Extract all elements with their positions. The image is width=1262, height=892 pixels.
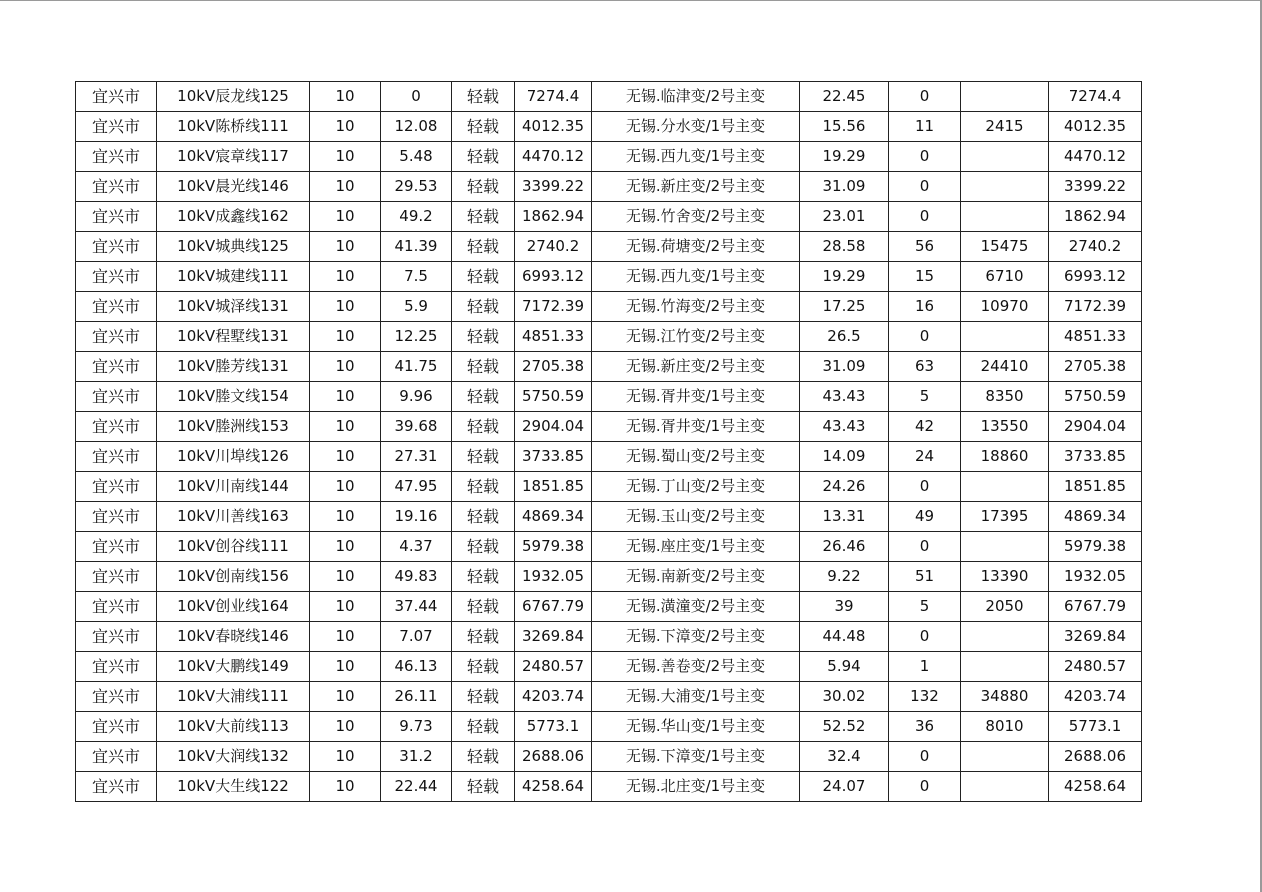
cell-load-class: 轻载 — [452, 532, 515, 562]
cell-total: 6993.12 — [1049, 262, 1142, 292]
cell-feeder-line: 10kV城建线111 — [157, 262, 310, 292]
cell-substation: 无锡.华山变/1号主变 — [592, 712, 800, 742]
cell-capacity: 1862.94 — [515, 202, 592, 232]
cell-length: 41.75 — [381, 352, 452, 382]
cell-load-class: 轻载 — [452, 562, 515, 592]
cell-length: 41.39 — [381, 232, 452, 262]
cell-substation: 无锡.南新变/2号主变 — [592, 562, 800, 592]
cell-total: 1851.85 — [1049, 472, 1142, 502]
cell-amount: 10970 — [961, 292, 1049, 322]
cell-load-class: 轻载 — [452, 82, 515, 112]
cell-capacity: 3733.85 — [515, 442, 592, 472]
cell-total: 7274.4 — [1049, 82, 1142, 112]
cell-length: 46.13 — [381, 652, 452, 682]
cell-load-class: 轻载 — [452, 292, 515, 322]
cell-total: 3269.84 — [1049, 622, 1142, 652]
cell-voltage: 10 — [310, 412, 381, 442]
cell-rate: 9.22 — [800, 562, 889, 592]
cell-load-class: 轻载 — [452, 622, 515, 652]
cell-substation: 无锡.北庄变/1号主变 — [592, 772, 800, 802]
cell-amount: 17395 — [961, 502, 1049, 532]
cell-amount: 24410 — [961, 352, 1049, 382]
cell-amount — [961, 142, 1049, 172]
cell-rate: 19.29 — [800, 262, 889, 292]
cell-load-class: 轻载 — [452, 172, 515, 202]
table-body — [76, 82, 1142, 802]
cell-feeder-line: 10kV大前线113 — [157, 712, 310, 742]
cell-amount — [961, 172, 1049, 202]
cell-length: 22.44 — [381, 772, 452, 802]
cell-voltage: 10 — [310, 142, 381, 172]
cell-voltage: 10 — [310, 442, 381, 472]
cell-load-class: 轻载 — [452, 412, 515, 442]
cell-city: 宜兴市 — [76, 442, 157, 472]
cell-capacity: 4012.35 — [515, 112, 592, 142]
cell-amount — [961, 322, 1049, 352]
cell-feeder-line: 10kV创业线164 — [157, 592, 310, 622]
cell-feeder-line: 10kV塍芳线131 — [157, 352, 310, 382]
cell-amount — [961, 742, 1049, 772]
cell-length: 49.83 — [381, 562, 452, 592]
cell-capacity: 1851.85 — [515, 472, 592, 502]
cell-count: 56 — [889, 232, 961, 262]
cell-substation: 无锡.竹海变/2号主变 — [592, 292, 800, 322]
cell-voltage: 10 — [310, 82, 381, 112]
cell-amount: 8350 — [961, 382, 1049, 412]
cell-capacity: 6993.12 — [515, 262, 592, 292]
cell-amount — [961, 532, 1049, 562]
cell-city: 宜兴市 — [76, 382, 157, 412]
cell-feeder-line: 10kV塍文线154 — [157, 382, 310, 412]
cell-feeder-line: 10kV城泽线131 — [157, 292, 310, 322]
cell-capacity: 7172.39 — [515, 292, 592, 322]
page-border-top — [0, 0, 1262, 1]
cell-length: 19.16 — [381, 502, 452, 532]
cell-length: 0 — [381, 82, 452, 112]
cell-length: 5.48 — [381, 142, 452, 172]
cell-feeder-line: 10kV大润线132 — [157, 742, 310, 772]
cell-total: 2688.06 — [1049, 742, 1142, 772]
table-row — [76, 382, 1142, 412]
cell-city: 宜兴市 — [76, 82, 157, 112]
cell-count: 0 — [889, 622, 961, 652]
cell-capacity: 5750.59 — [515, 382, 592, 412]
cell-voltage: 10 — [310, 112, 381, 142]
cell-capacity: 3269.84 — [515, 622, 592, 652]
cell-load-class: 轻载 — [452, 382, 515, 412]
cell-rate: 31.09 — [800, 352, 889, 382]
cell-substation: 无锡.丁山变/2号主变 — [592, 472, 800, 502]
cell-feeder-line: 10kV创谷线111 — [157, 532, 310, 562]
cell-city: 宜兴市 — [76, 322, 157, 352]
cell-amount: 13550 — [961, 412, 1049, 442]
cell-city: 宜兴市 — [76, 352, 157, 382]
cell-total: 1862.94 — [1049, 202, 1142, 232]
cell-feeder-line: 10kV大生线122 — [157, 772, 310, 802]
cell-substation: 无锡.玉山变/2号主变 — [592, 502, 800, 532]
cell-count: 0 — [889, 322, 961, 352]
cell-length: 39.68 — [381, 412, 452, 442]
cell-length: 49.2 — [381, 202, 452, 232]
cell-voltage: 10 — [310, 622, 381, 652]
cell-rate: 30.02 — [800, 682, 889, 712]
cell-capacity: 4258.64 — [515, 772, 592, 802]
cell-voltage: 10 — [310, 262, 381, 292]
cell-voltage: 10 — [310, 322, 381, 352]
cell-load-class: 轻载 — [452, 742, 515, 772]
cell-substation: 无锡.西九变/1号主变 — [592, 262, 800, 292]
table-row — [76, 562, 1142, 592]
table-row — [76, 82, 1142, 112]
cell-feeder-line: 10kV创南线156 — [157, 562, 310, 592]
cell-city: 宜兴市 — [76, 262, 157, 292]
table-row — [76, 142, 1142, 172]
table-row — [76, 232, 1142, 262]
cell-feeder-line: 10kV成鑫线162 — [157, 202, 310, 232]
cell-substation: 无锡.下漳变/1号主变 — [592, 742, 800, 772]
table-row — [76, 592, 1142, 622]
cell-capacity: 2705.38 — [515, 352, 592, 382]
cell-feeder-line: 10kV川南线144 — [157, 472, 310, 502]
cell-capacity: 1932.05 — [515, 562, 592, 592]
cell-load-class: 轻载 — [452, 112, 515, 142]
cell-count: 0 — [889, 742, 961, 772]
cell-count: 42 — [889, 412, 961, 442]
cell-load-class: 轻载 — [452, 682, 515, 712]
cell-feeder-line: 10kV春晓线146 — [157, 622, 310, 652]
cell-length: 9.73 — [381, 712, 452, 742]
cell-city: 宜兴市 — [76, 742, 157, 772]
cell-substation: 无锡.临津变/2号主变 — [592, 82, 800, 112]
cell-city: 宜兴市 — [76, 772, 157, 802]
cell-voltage: 10 — [310, 592, 381, 622]
cell-amount — [961, 472, 1049, 502]
cell-feeder-line: 10kV城典线125 — [157, 232, 310, 262]
cell-rate: 24.26 — [800, 472, 889, 502]
table-row — [76, 772, 1142, 802]
cell-rate: 17.25 — [800, 292, 889, 322]
cell-feeder-line: 10kV大鹏线149 — [157, 652, 310, 682]
cell-rate: 22.45 — [800, 82, 889, 112]
cell-count: 5 — [889, 382, 961, 412]
cell-voltage: 10 — [310, 652, 381, 682]
table-row — [76, 292, 1142, 322]
cell-substation: 无锡.胥井变/1号主变 — [592, 412, 800, 442]
cell-city: 宜兴市 — [76, 292, 157, 322]
cell-total: 2480.57 — [1049, 652, 1142, 682]
cell-voltage: 10 — [310, 682, 381, 712]
cell-voltage: 10 — [310, 352, 381, 382]
cell-voltage: 10 — [310, 502, 381, 532]
table-row — [76, 532, 1142, 562]
cell-load-class: 轻载 — [452, 712, 515, 742]
cell-rate: 32.4 — [800, 742, 889, 772]
cell-rate: 19.29 — [800, 142, 889, 172]
cell-city: 宜兴市 — [76, 532, 157, 562]
cell-capacity: 4203.74 — [515, 682, 592, 712]
cell-city: 宜兴市 — [76, 112, 157, 142]
cell-count: 0 — [889, 202, 961, 232]
table-row — [76, 352, 1142, 382]
cell-total: 3399.22 — [1049, 172, 1142, 202]
cell-total: 2740.2 — [1049, 232, 1142, 262]
cell-substation: 无锡.新庄变/2号主变 — [592, 172, 800, 202]
cell-substation: 无锡.大浦变/1号主变 — [592, 682, 800, 712]
cell-amount: 2415 — [961, 112, 1049, 142]
cell-amount — [961, 82, 1049, 112]
cell-amount: 15475 — [961, 232, 1049, 262]
cell-rate: 43.43 — [800, 412, 889, 442]
cell-voltage: 10 — [310, 202, 381, 232]
table-row — [76, 652, 1142, 682]
cell-total: 4869.34 — [1049, 502, 1142, 532]
cell-count: 0 — [889, 82, 961, 112]
cell-amount: 2050 — [961, 592, 1049, 622]
cell-feeder-line: 10kV川善线163 — [157, 502, 310, 532]
cell-total: 6767.79 — [1049, 592, 1142, 622]
cell-amount — [961, 772, 1049, 802]
cell-city: 宜兴市 — [76, 712, 157, 742]
cell-city: 宜兴市 — [76, 622, 157, 652]
cell-city: 宜兴市 — [76, 652, 157, 682]
cell-count: 1 — [889, 652, 961, 682]
cell-rate: 26.5 — [800, 322, 889, 352]
cell-length: 29.53 — [381, 172, 452, 202]
cell-substation: 无锡.荷塘变/2号主变 — [592, 232, 800, 262]
cell-feeder-line: 10kV辰龙线125 — [157, 82, 310, 112]
cell-count: 36 — [889, 712, 961, 742]
cell-city: 宜兴市 — [76, 142, 157, 172]
cell-count: 0 — [889, 472, 961, 502]
cell-feeder-line: 10kV陈桥线111 — [157, 112, 310, 142]
cell-city: 宜兴市 — [76, 412, 157, 442]
cell-length: 7.07 — [381, 622, 452, 652]
cell-substation: 无锡.新庄变/2号主变 — [592, 352, 800, 382]
cell-voltage: 10 — [310, 382, 381, 412]
cell-capacity: 2740.2 — [515, 232, 592, 262]
cell-amount — [961, 652, 1049, 682]
cell-substation: 无锡.江竹变/2号主变 — [592, 322, 800, 352]
cell-substation: 无锡.潢潼变/2号主变 — [592, 592, 800, 622]
cell-count: 0 — [889, 142, 961, 172]
cell-rate: 15.56 — [800, 112, 889, 142]
cell-capacity: 4869.34 — [515, 502, 592, 532]
cell-length: 7.5 — [381, 262, 452, 292]
cell-length: 5.9 — [381, 292, 452, 322]
cell-load-class: 轻载 — [452, 652, 515, 682]
cell-load-class: 轻载 — [452, 472, 515, 502]
cell-count: 15 — [889, 262, 961, 292]
table-row — [76, 112, 1142, 142]
cell-count: 63 — [889, 352, 961, 382]
cell-total: 4012.35 — [1049, 112, 1142, 142]
cell-length: 37.44 — [381, 592, 452, 622]
cell-load-class: 轻载 — [452, 442, 515, 472]
cell-amount: 13390 — [961, 562, 1049, 592]
cell-amount: 34880 — [961, 682, 1049, 712]
feeder-load-table — [75, 81, 1142, 802]
cell-amount: 18860 — [961, 442, 1049, 472]
cell-length: 12.25 — [381, 322, 452, 352]
table-row — [76, 262, 1142, 292]
cell-voltage: 10 — [310, 742, 381, 772]
cell-total: 4470.12 — [1049, 142, 1142, 172]
cell-length: 9.96 — [381, 382, 452, 412]
table-row — [76, 622, 1142, 652]
cell-load-class: 轻载 — [452, 352, 515, 382]
cell-capacity: 2480.57 — [515, 652, 592, 682]
cell-capacity: 2688.06 — [515, 742, 592, 772]
cell-rate: 5.94 — [800, 652, 889, 682]
cell-voltage: 10 — [310, 172, 381, 202]
cell-capacity: 4851.33 — [515, 322, 592, 352]
cell-voltage: 10 — [310, 562, 381, 592]
cell-capacity: 7274.4 — [515, 82, 592, 112]
cell-rate: 23.01 — [800, 202, 889, 232]
cell-total: 1932.05 — [1049, 562, 1142, 592]
cell-length: 47.95 — [381, 472, 452, 502]
cell-count: 51 — [889, 562, 961, 592]
cell-load-class: 轻载 — [452, 772, 515, 802]
cell-rate: 43.43 — [800, 382, 889, 412]
cell-substation: 无锡.西九变/1号主变 — [592, 142, 800, 172]
cell-count: 24 — [889, 442, 961, 472]
cell-count: 0 — [889, 532, 961, 562]
cell-city: 宜兴市 — [76, 592, 157, 622]
cell-total: 4203.74 — [1049, 682, 1142, 712]
table-row — [76, 322, 1142, 352]
cell-count: 49 — [889, 502, 961, 532]
cell-substation: 无锡.善卷变/2号主变 — [592, 652, 800, 682]
cell-capacity: 4470.12 — [515, 142, 592, 172]
cell-feeder-line: 10kV晨光线146 — [157, 172, 310, 202]
cell-amount — [961, 202, 1049, 232]
cell-rate: 44.48 — [800, 622, 889, 652]
cell-amount: 8010 — [961, 712, 1049, 742]
cell-load-class: 轻载 — [452, 502, 515, 532]
cell-count: 0 — [889, 772, 961, 802]
cell-total: 2904.04 — [1049, 412, 1142, 442]
cell-capacity: 5773.1 — [515, 712, 592, 742]
cell-feeder-line: 10kV川埠线126 — [157, 442, 310, 472]
cell-length: 12.08 — [381, 112, 452, 142]
cell-feeder-line: 10kV大浦线111 — [157, 682, 310, 712]
cell-load-class: 轻载 — [452, 592, 515, 622]
cell-load-class: 轻载 — [452, 232, 515, 262]
cell-length: 31.2 — [381, 742, 452, 772]
cell-rate: 28.58 — [800, 232, 889, 262]
cell-capacity: 3399.22 — [515, 172, 592, 202]
cell-length: 27.31 — [381, 442, 452, 472]
cell-substation: 无锡.竹舍变/2号主变 — [592, 202, 800, 232]
cell-city: 宜兴市 — [76, 562, 157, 592]
cell-capacity: 6767.79 — [515, 592, 592, 622]
cell-load-class: 轻载 — [452, 202, 515, 232]
cell-capacity: 5979.38 — [515, 532, 592, 562]
cell-substation: 无锡.蜀山变/2号主变 — [592, 442, 800, 472]
cell-count: 16 — [889, 292, 961, 322]
table-row — [76, 412, 1142, 442]
cell-feeder-line: 10kV程墅线131 — [157, 322, 310, 352]
cell-feeder-line: 10kV宸章线117 — [157, 142, 310, 172]
table-row — [76, 202, 1142, 232]
cell-length: 26.11 — [381, 682, 452, 712]
cell-rate: 14.09 — [800, 442, 889, 472]
cell-capacity: 2904.04 — [515, 412, 592, 442]
cell-total: 3733.85 — [1049, 442, 1142, 472]
table-row — [76, 712, 1142, 742]
cell-count: 11 — [889, 112, 961, 142]
cell-voltage: 10 — [310, 532, 381, 562]
cell-rate: 26.46 — [800, 532, 889, 562]
table-row — [76, 682, 1142, 712]
cell-substation: 无锡.座庄变/1号主变 — [592, 532, 800, 562]
table-row — [76, 442, 1142, 472]
cell-substation: 无锡.胥井变/1号主变 — [592, 382, 800, 412]
table-row — [76, 742, 1142, 772]
cell-rate: 39 — [800, 592, 889, 622]
table-row — [76, 172, 1142, 202]
cell-voltage: 10 — [310, 232, 381, 262]
cell-total: 4258.64 — [1049, 772, 1142, 802]
cell-city: 宜兴市 — [76, 472, 157, 502]
cell-total: 5750.59 — [1049, 382, 1142, 412]
cell-total: 5979.38 — [1049, 532, 1142, 562]
cell-city: 宜兴市 — [76, 682, 157, 712]
cell-voltage: 10 — [310, 712, 381, 742]
cell-voltage: 10 — [310, 292, 381, 322]
cell-rate: 13.31 — [800, 502, 889, 532]
cell-count: 132 — [889, 682, 961, 712]
cell-total: 7172.39 — [1049, 292, 1142, 322]
cell-substation: 无锡.分水变/1号主变 — [592, 112, 800, 142]
cell-amount — [961, 622, 1049, 652]
cell-rate: 31.09 — [800, 172, 889, 202]
cell-substation: 无锡.下漳变/2号主变 — [592, 622, 800, 652]
cell-city: 宜兴市 — [76, 202, 157, 232]
cell-amount: 6710 — [961, 262, 1049, 292]
cell-city: 宜兴市 — [76, 502, 157, 532]
cell-load-class: 轻载 — [452, 322, 515, 352]
cell-length: 4.37 — [381, 532, 452, 562]
cell-voltage: 10 — [310, 472, 381, 502]
cell-city: 宜兴市 — [76, 232, 157, 262]
cell-load-class: 轻载 — [452, 262, 515, 292]
cell-total: 4851.33 — [1049, 322, 1142, 352]
cell-rate: 52.52 — [800, 712, 889, 742]
cell-feeder-line: 10kV塍洲线153 — [157, 412, 310, 442]
cell-city: 宜兴市 — [76, 172, 157, 202]
table-row — [76, 502, 1142, 532]
cell-rate: 24.07 — [800, 772, 889, 802]
cell-total: 2705.38 — [1049, 352, 1142, 382]
cell-voltage: 10 — [310, 772, 381, 802]
table-row — [76, 472, 1142, 502]
cell-count: 0 — [889, 172, 961, 202]
cell-count: 5 — [889, 592, 961, 622]
cell-load-class: 轻载 — [452, 142, 515, 172]
cell-total: 5773.1 — [1049, 712, 1142, 742]
